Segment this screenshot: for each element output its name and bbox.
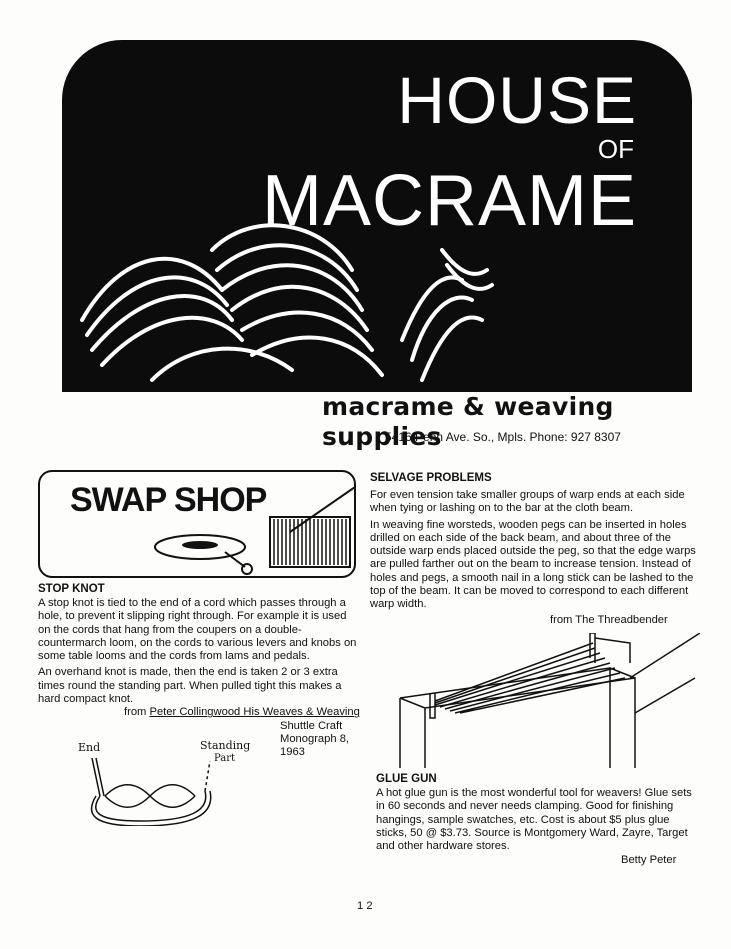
stop-knot-heading: STOP KNOT (38, 583, 105, 595)
stop-knot-article (38, 582, 360, 820)
selvage-heading: SELVAGE PROBLEMS (370, 472, 492, 484)
selvage-para1: For even tension take smaller groups of warp ends at each side when tying or lashing on to the bar at the cloth beam. (370, 489, 685, 515)
source-detail1: Shuttle Craft (280, 719, 343, 732)
glue-gun-para: A hot glue gun is the most wonderful tool for weavers! Glue sets in 60 seconds and never needs clamping. Good for finishing hangings, sample swatches, etc. Cost is about $5 plus glue sticks, 50 @ $3.73. Source is Montgomery Ward, Zayre, Target and other hardware stores. (376, 786, 692, 853)
stop-knot-source (38, 706, 360, 719)
knot-row (38, 720, 360, 820)
swap-shop-title: SWAP SHOP (70, 481, 267, 519)
stop-knot-para1: A stop knot is tied to the end of a cord which passes through a hole, to prevent it slipping right through. For example it is used on the cords that hang from the coupers on a double-countermarch loom, on the cords to various levers and knobs on some table looms and the cords from lams and pedals. (38, 597, 357, 663)
right-column (370, 471, 702, 868)
source-detail (280, 720, 349, 820)
label-end: End (78, 740, 101, 754)
label-part: Part (214, 752, 236, 764)
swap-shop-box (38, 470, 356, 578)
title-macrame: MACRAME (261, 161, 637, 241)
header-banner (62, 40, 692, 392)
tagline: macrame & weaving supplies (322, 392, 614, 451)
page-number: 1 2 (357, 900, 373, 912)
source-detail3: 1963 (280, 746, 305, 759)
title-of: OF (597, 134, 634, 164)
address: 5416 Penn Ave. So., Mpls. Phone: 927 8307 (385, 430, 621, 444)
source-prefix: from (124, 706, 147, 719)
selvage-source: from The Threadbender (550, 613, 668, 626)
loom-pegs-diagram (395, 633, 700, 768)
shuttle-and-reed-illustration (150, 487, 355, 577)
glue-gun-heading: GLUE GUN (376, 772, 437, 785)
stop-knot-figure (38, 720, 280, 820)
selvage-para2: In weaving fine worsteds, wooden pegs can be inserted in holes drilled on each side of the back beam, and about three of the outside warp ends placed outside the peg, so that the edge warps are pulled farther out on the beam to increase tension. Instead of holes and pegs, a smooth nail in a long stick can be lashed to the top of the beam. It can be moved to correspond to each different warp width. (370, 518, 696, 611)
source-detail2: Monograph 8, (280, 732, 350, 745)
stop-knot-para2: An overhand knot is made, then the end is taken 2 or 3 extra times round the standing part. When pulled tight this makes a hard compact knot. (38, 666, 342, 706)
glue-gun-author: Betty Peter (621, 854, 677, 867)
stop-knot-diagram (80, 756, 230, 826)
source-title: Peter Collingwood His Weaves & Weaving (149, 706, 360, 719)
label-standing: Standing (200, 738, 251, 752)
title-house: HOUSE (397, 63, 637, 137)
yarn-skeins-illustration (62, 210, 502, 392)
